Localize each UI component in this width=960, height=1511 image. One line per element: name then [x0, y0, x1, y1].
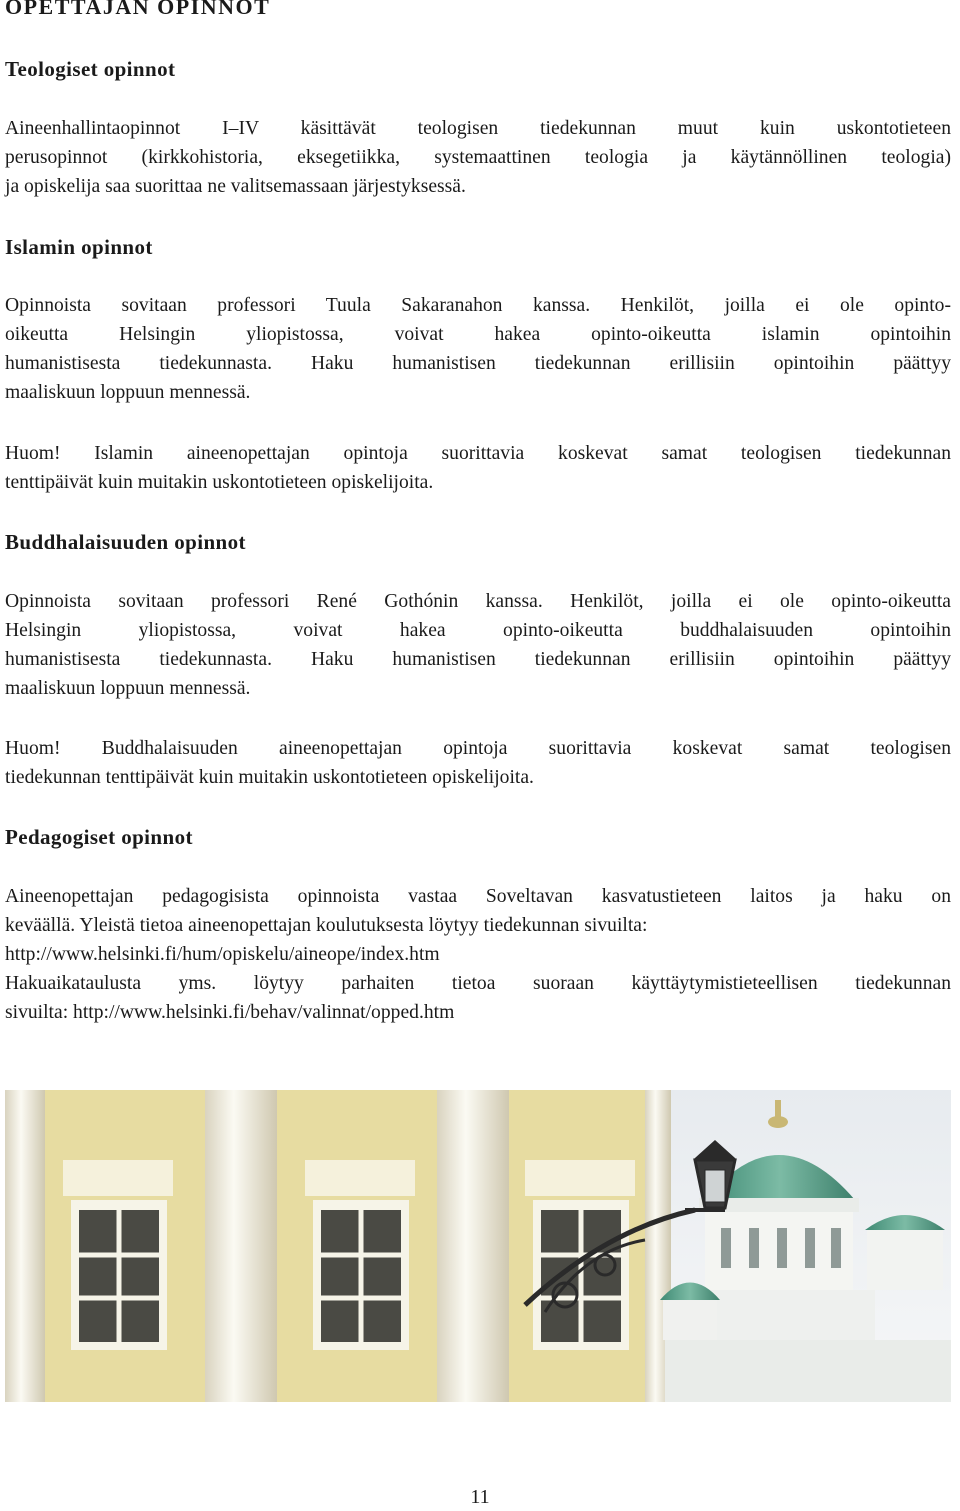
paragraph-buddhalaisuuden-1 — [5, 587, 951, 703]
paragraph-teologiset — [5, 114, 951, 201]
heading-buddhalaisuuden: Buddhalaisuuden opinnot — [5, 530, 246, 554]
text-line: Aineenopettajan pedagogisista opinnoista vastaa Soveltavan kasvatustieteen laitos ja haku on — [5, 886, 951, 907]
window-center — [305, 1160, 415, 1350]
text-line: Helsingin yliopistossa, voivat hakea opinto-oikeutta buddhalaisuuden opintoihin — [5, 620, 951, 641]
paragraph-islamin-2 — [5, 439, 951, 497]
text-line: tenttipäivät kuin muitakin uskontotieteen opiskelijoita. — [5, 472, 434, 493]
text-line: humanistisesta tiedekunnasta. Haku humanistisen tiedekunnan erillisiin opintoihin päättyy — [5, 649, 951, 670]
paragraph-islamin-1 — [5, 291, 951, 407]
column-1 — [5, 1090, 45, 1402]
page-title: OPETTAJAN OPINNOT — [5, 0, 271, 19]
text-line: ja opiskelija saa suorittaa ne valitsemassaan järjestyksessä. — [5, 176, 466, 197]
heading-islamin: Islamin opinnot — [5, 235, 153, 259]
link-aineope[interactable]: http://www.helsinki.fi/hum/opiskelu/aineope/index.htm — [5, 944, 440, 965]
text-line: tiedekunnan tenttipäivät kuin muitakin uskontotieteen opiskelijoita. — [5, 767, 534, 788]
text-line: maaliskuun loppuun mennessä. — [5, 678, 251, 699]
column-2 — [205, 1090, 277, 1402]
text-line: perusopinnot (kirkkohistoria, eksegetiikka, systemaattinen teologia ja käytännöllinen teologia) — [5, 147, 951, 168]
link-behav[interactable]: sivuilta: http://www.helsinki.fi/behav/valinnat/opped.htm — [5, 1002, 455, 1023]
text-line: Hakuaikataulusta yms. löytyy parhaiten tietoa suoraan käyttäytymistieteellisen tiedekunnan — [5, 973, 951, 994]
heading-pedagogiset: Pedagogiset opinnot — [5, 825, 193, 849]
text-line: Huom! Islamin aineenopettajan opintoja suorittavia koskevat samat teologisen tiedekunnan — [5, 443, 951, 464]
paragraph-pedagogiset — [5, 882, 951, 1027]
text-line: Aineenhallintaopinnot I–IV käsittävät teologisen tiedekunnan muut kuin uskontotieteen — [5, 118, 951, 139]
window-right — [525, 1160, 635, 1350]
text-line: Opinnoista sovitaan professori René Gothónin kanssa. Henkilöt, joilla ei ole opinto-oikeutta — [5, 591, 951, 612]
paragraph-buddhalaisuuden-2 — [5, 734, 951, 792]
page-number: 11 — [470, 1486, 490, 1508]
helsinki-cathedral-photo — [5, 1090, 951, 1402]
text-line: humanistisesta tiedekunnasta. Haku humanistisen tiedekunnan erillisiin opintoihin päättyy — [5, 353, 951, 374]
text-line: oikeutta Helsingin yliopistossa, voivat hakea opinto-oikeutta islamin opintoihin — [5, 324, 951, 345]
text-line: keväällä. Yleistä tietoa aineenopettajan koulutuksesta löytyy tiedekunnan sivuilta: — [5, 915, 648, 936]
window-left — [63, 1160, 173, 1350]
text-line: Huom! Buddhalaisuuden aineenopettajan opintoja suorittavia koskevat samat teologisen — [5, 738, 951, 759]
photo-illustration — [5, 1090, 951, 1402]
column-3 — [437, 1090, 509, 1402]
heading-teologiset: Teologiset opinnot — [5, 57, 176, 81]
text-line: maaliskuun loppuun mennessä. — [5, 382, 251, 403]
text-line: Opinnoista sovitaan professori Tuula Sakaranahon kanssa. Henkilöt, joilla ei ole opinto- — [5, 295, 951, 316]
